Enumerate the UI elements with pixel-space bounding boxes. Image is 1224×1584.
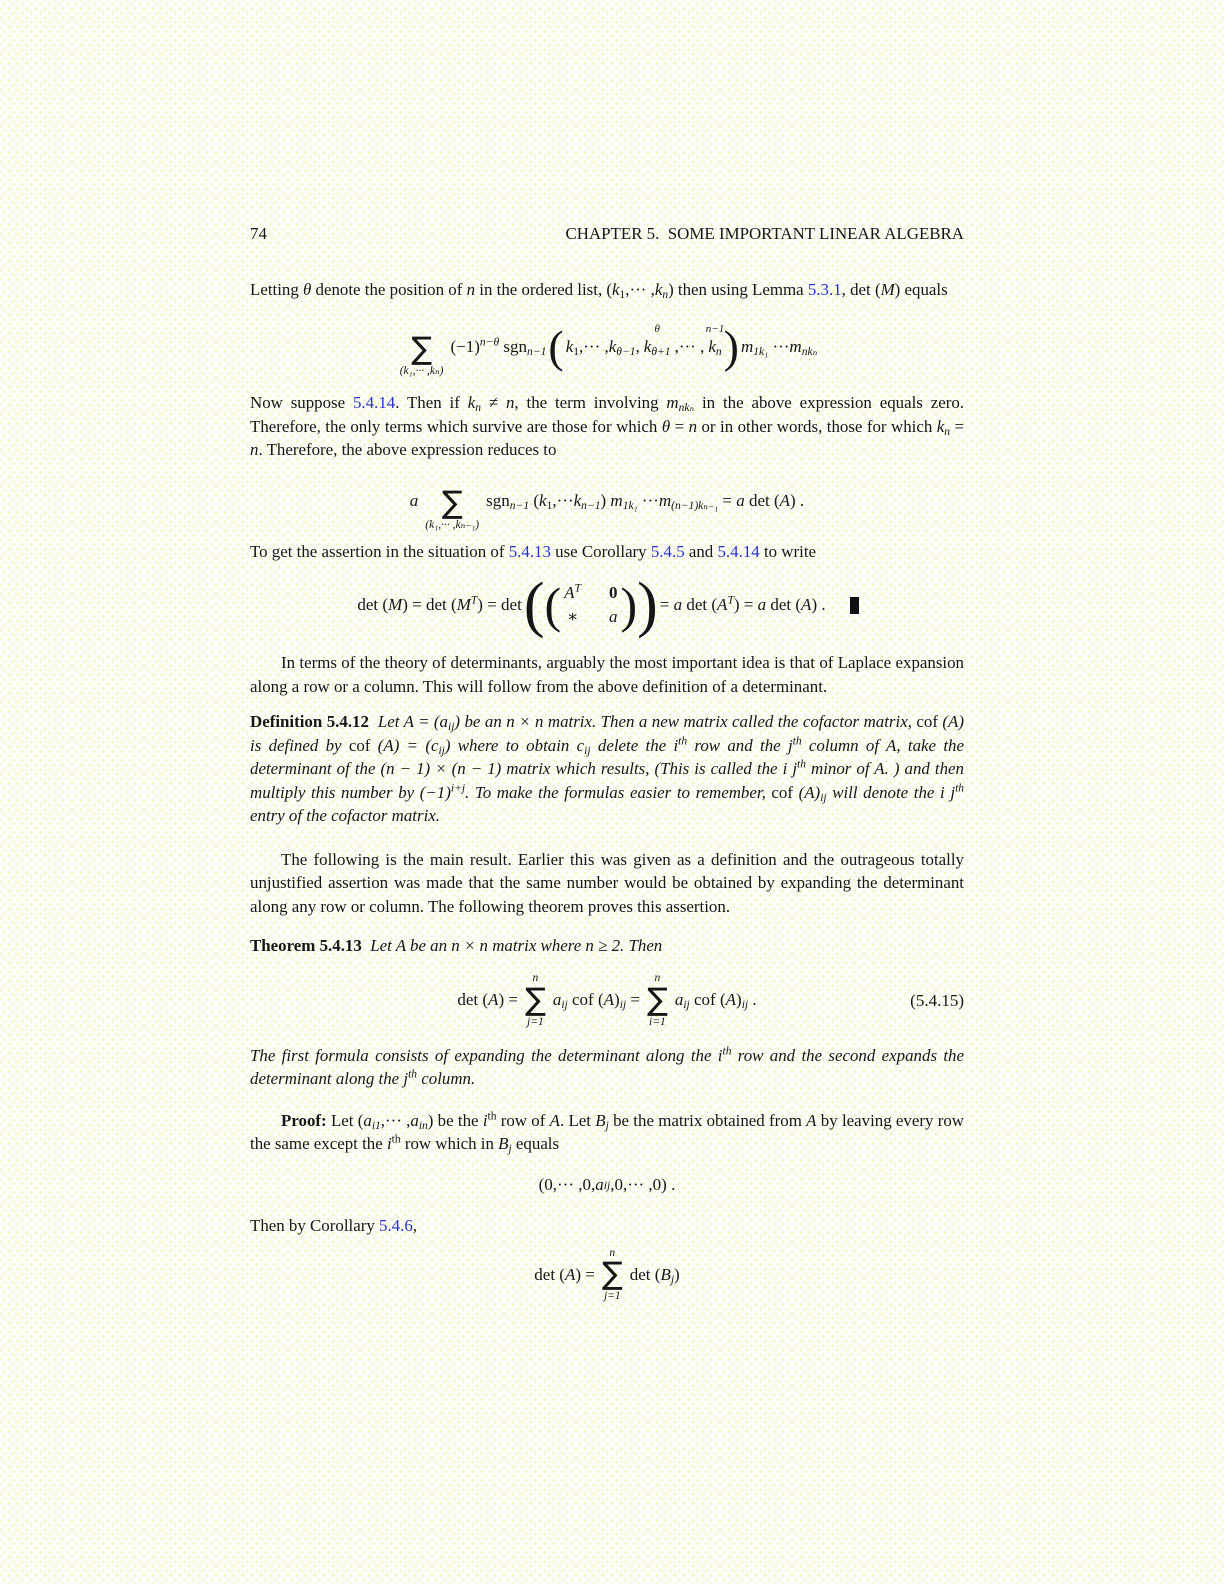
column-expansion-term: $a_{ij}$ cof $(A)_{ij}$ . [674,990,757,1012]
det-bj-term: $\det (B_j)$ [629,1264,680,1287]
sum-lower-limit: i=1 [649,1015,666,1028]
sign-factor: $(-1)^{n-\theta}$ sgn$_{n-1}$ [450,335,547,359]
ref-link-5-4-14[interactable]: 5.4.14 [717,541,760,561]
matrix-cell-21: ∗ [566,606,579,626]
sum-over-j [525,973,546,1028]
paragraph-now-suppose: Now suppose 5.4.14. Then if $k_n \ne n$, the term involving $m_{nk_n}$ in the above expression equals zero. Therefore, the only terms which survive are those for which θ = n or in other words, those for which $k_n = n$. Therefore, the above expression reduces to [250,393,965,459]
formula-signed-sum-expansion: ∑ (k₁,··· ,kₙ) $(-1)^{n-\theta}$ sgn$_{n-1}$ ( $k_1,\cdot\cdot\cdot ,k_{\theta-1}$, θ $k_{\theta+1}$ ,··· , n−1 $k_n$ ) $m_{1k_1} \cdot\cdot\cdot m_{nk_n}$ [399,321,818,377]
m-product: $m_{1k_1} \cdot\cdot\cdot m_{nk_n}$ [740,336,818,359]
paragraph-main-result: The following is the main result. Earlier this was given as a definition and the outrageous totally unjustified assertion was made that the same number would be obtained by expanding the determinant along any row or column. The following theorem proves this assertion. [250,849,964,916]
sum-upper-limit: n [532,972,539,984]
qed-symbol [850,597,859,614]
sigma-symbol: ∑ [441,485,463,522]
sum-lower-limit: j=1 [603,1290,621,1302]
theorem-5-4-13: Theorem 5.4.13 Let A be an n × n matrix where n ≥ 2. Then [250,936,663,955]
ref-link-5-3-1[interactable]: 5.3.1 [807,279,842,299]
sigma-symbol: ∑ [646,981,668,1018]
matrix-cell-11: $A^T$ [564,581,581,603]
det-equalities-left: $\det (M) = \det (M^T) = \det$ [357,593,522,614]
paragraph-proof-start: Proof: Let $(a_{i1},\cdot\cdot\cdot ,a_{in})$ be the $i^{th}$ row of A. Let $B_j$ be the matrix obtained from A by leaving every row the same except the $i^{th}$ row which in $B_j$ equals [250,1110,964,1156]
row-expansion-term: $a_{ij}$ cof $(A)_{ij}$ = [552,990,640,1012]
sigma-symbol: ∑ [601,1256,623,1292]
content-column [250,222,964,1305]
det-a-equals: det (A) = [534,1264,595,1284]
overset-n-minus-1: n−1 $k_n$ [705,322,725,359]
paragraph-then-by-corollary: Then by Corollary 5.4.6, [250,1215,418,1235]
overset-theta: θ $k_{\theta+1}$ [643,322,671,359]
coefficient-a: a [409,491,419,511]
sum-operator [425,485,480,532]
sum-upper-limit: n [609,1246,616,1259]
paragraph-first-formula: The first formula consists of expanding the determinant along the $i^{th}$ row and the second expands the determinant along the $j^{th}$ column. [250,1045,964,1088]
arg-middle: ,··· , [674,336,705,356]
equation-number: (5.4.15) [910,990,964,1010]
matrix-cell-22: a [608,606,618,626]
sum-upper-limit: n [654,972,661,984]
formula-det-block-matrix: $\det (M) = \det (M^T) = \det$ ( ( $A^T$ 0 ∗ a ) ) = a $\det (A^T) = a$ det (A) . [250,571,964,639]
matrix-cell-12: 0 [608,583,618,603]
formula-det-sum-bj [250,1245,964,1305]
formula-row-vector: (0,··· ,0, a ij ,0,··· ,0) . [538,1175,676,1195]
det-equalities-right: = a $\det (A^T) = a$ det (A) . [659,593,826,614]
ref-link-5-4-14[interactable]: 5.4.14 [352,393,396,412]
sum-lower-limit: j=1 [527,1015,544,1028]
running-header [250,222,964,246]
det-a-equals: det (A) = [457,990,518,1010]
ref-link-5-4-5[interactable]: 5.4.5 [650,541,685,561]
sigma-symbol: ∑ [411,330,433,367]
sum-lower-limit: (k₁,··· ,kₙ) [399,364,444,377]
paragraph-to-get-assertion: To get the assertion in the situation of 5.4.13 use Corollary 5.4.5 and 5.4.14 to write [250,541,817,561]
matrix-2x2 [564,583,617,627]
paragraph-laplace-intro: In terms of the theory of determinants, arguably the most important idea is that of Laplace expansion along a row or a column. This will follow from the above definition of a determinant. [250,653,964,696]
page-number: 74 [250,224,267,243]
sum-body: sgn$_{n-1}$ $(k_1,\cdot\cdot\cdot k_{n-1})$ $m_{1k_1} \cdot\cdot\cdot m_{(n-1)k_{n-1}} = a$ det (A) . [486,491,805,513]
sum-over-i [647,973,668,1028]
ref-link-5-4-13[interactable]: 5.4.13 [508,541,551,561]
sum-over-j [602,1248,623,1303]
formula-cofactor-expansion [250,972,964,1030]
formula-reduced-sum [250,474,964,530]
sum-operator [399,330,444,378]
sigma-symbol: ∑ [524,981,546,1018]
ref-link-5-4-6[interactable]: 5.4.6 [379,1215,413,1235]
paragraph-letting-theta: Letting θ denote the position of n in the ordered list, $(k_1,\cdot\cdot\cdot ,k_n)$ then using Lemma 5.3.1, det (M) equals [250,279,948,301]
chapter-heading: CHAPTER 5. SOME IMPORTANT LINEAR ALGEBRA [565,224,964,243]
definition-5-4-12: Definition 5.4.12 Let $A = (a_{ij})$ be an n × n matrix. Then a new matrix called the cofactor matrix, cof (A) is defined by cof $(A) = (c_{ij})$ where to obtain $c_{ij}$ delete the $i^{th}$ row and the $j^{th}$ column of A, take the determinant of the (n − 1) × (n − 1) matrix which results, (This is called the i $j^{th}$ minor of A. ) and then multiply this number by $(-1)^{i+j}$. To make the formulas easier to remember, cof $(A)_{ij}$ will denote the i $j^{th}$ entry of the cofactor matrix. [250,712,964,825]
arg-leading: $k_1,\cdot\cdot\cdot ,k_{\theta-1}$, [565,336,640,359]
sum-lower-limit: (k₁,··· ,kₙ₋₁) [425,519,480,532]
